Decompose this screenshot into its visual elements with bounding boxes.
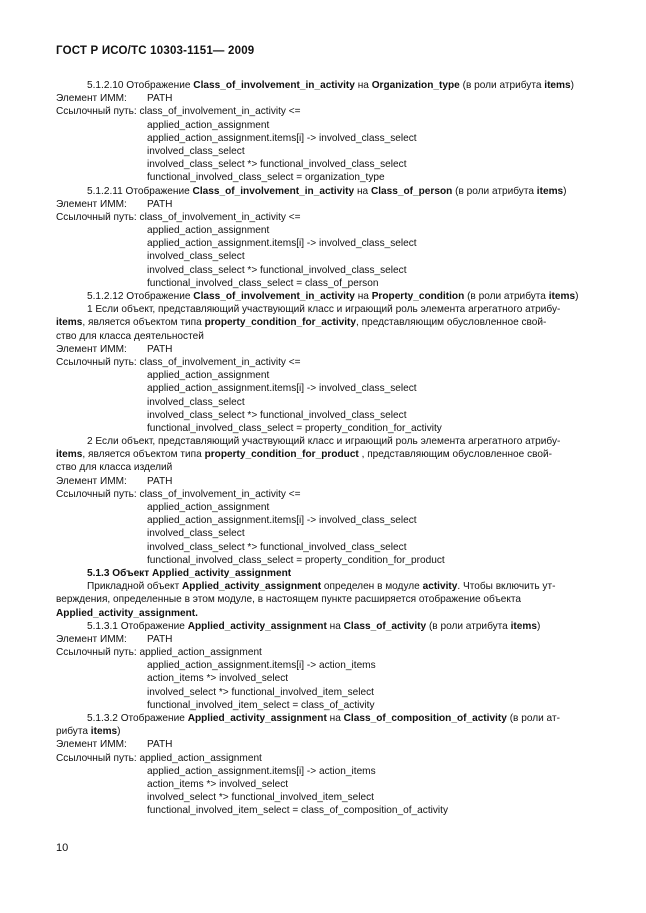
paragraph-line: Applied_activity_assignment. (56, 607, 198, 619)
element-row: Элемент ИММ: PATH (56, 93, 173, 105)
path-line: involved_class_select *> functional_involved_class_select (147, 264, 407, 276)
path-line: applied_action_assignment (147, 225, 270, 237)
section-heading: 5.1.3.1 Отображение Applied_activity_assignment на Class_of_activity (в роли атрибута items) (87, 620, 541, 632)
ref-path-row: Ссылочный путь: class_of_involvement_in_activity <= (56, 211, 301, 223)
document-header: ГОСТ Р ИСО/ТС 10303-1151— 2009 (56, 45, 255, 57)
section-heading: 5.1.2.11 Отображение Class_of_involvement_in_activity на Class_of_person (в роли атрибута items) (87, 185, 567, 197)
path-line: applied_action_assignment.items[i] -> action_items (147, 765, 376, 777)
path-line: applied_action_assignment (147, 370, 270, 382)
section-heading-cont: рибута items) (56, 726, 121, 738)
case-text: 2 Если объект, представляющий участвующий класс и играющий роль элемента агрегатного атрибу- (87, 436, 561, 448)
element-row: Элемент ИММ: PATH (56, 475, 173, 487)
section-heading: 5.1.3.2 Отображение Applied_activity_assignment на Class_of_composition_of_activity (в роли ат- (87, 713, 560, 724)
path-line: applied_action_assignment.items[i] -> involved_class_select (147, 238, 417, 250)
paragraph-line: верждения, определенные в этом модуле, в настоящем пункте расширяется отображение объекта (56, 594, 522, 606)
case-text: items, является объектом типа property_condition_for_product , представляющим обусловленное свой- (56, 449, 552, 461)
section-heading: 5.1.2.12 Отображение Class_of_involvement_in_activity на Property_condition (в роли атрибута items) (87, 291, 579, 302)
path-line: action_items *> involved_select (147, 673, 289, 685)
path-line: involved_select *> functional_involved_item_select (147, 792, 374, 804)
path-line: involved_class_select (147, 145, 245, 157)
path-line: involved_class_select (147, 396, 245, 408)
case-text: 1 Если объект, представляющий участвующий класс и играющий роль элемента агрегатного атрибу- (87, 304, 561, 316)
path-line: applied_action_assignment.items[i] -> action_items (147, 660, 376, 672)
element-row: Элемент ИММ: PATH (56, 198, 173, 210)
path-line: involved_select *> functional_involved_item_select (147, 686, 374, 698)
document-body (56, 79, 592, 818)
path-line: functional_involved_class_select = class_of_person (147, 277, 379, 289)
path-line: involved_class_select *> functional_involved_class_select (147, 541, 407, 553)
ref-path-row: Ссылочный путь: class_of_involvement_in_activity <= (56, 488, 301, 500)
path-line: functional_involved_class_select = property_condition_for_product (147, 554, 445, 566)
page-number: 10 (56, 842, 69, 854)
case-text: ство для класса изделий (56, 462, 173, 474)
path-line: applied_action_assignment.items[i] -> involved_class_select (147, 132, 417, 144)
case-text: items, является объектом типа property_condition_for_activity, представляющим обусловленное свой- (56, 317, 547, 329)
element-row: Элемент ИММ: PATH (56, 633, 173, 645)
path-line: functional_involved_class_select = organization_type (147, 172, 385, 184)
path-line: action_items *> involved_select (147, 778, 289, 790)
path-line: applied_action_assignment (147, 119, 270, 131)
path-line: functional_involved_item_select = class_of_composition_of_activity (147, 805, 449, 817)
section-heading: 5.1.2.10 Отображение Class_of_involvement_in_activity на Organization_type (в роли атрибута items) (87, 80, 575, 91)
path-line: involved_class_select *> functional_involved_class_select (147, 159, 407, 171)
path-line: involved_class_select (147, 251, 245, 263)
path-line: applied_action_assignment.items[i] -> involved_class_select (147, 515, 417, 527)
ref-path-row: Ссылочный путь: class_of_involvement_in_activity <= (56, 356, 301, 368)
case-text: ство для класса деятельностей (56, 330, 204, 342)
ref-path-row: Ссылочный путь: applied_action_assignment (56, 647, 262, 659)
element-row: Элемент ИММ: PATH (56, 739, 173, 751)
element-row: Элемент ИММ: PATH (56, 343, 173, 355)
ref-path-row: Ссылочный путь: applied_action_assignment (56, 752, 262, 764)
path-line: functional_involved_item_select = class_of_activity (147, 699, 375, 711)
path-line: involved_class_select *> functional_involved_class_select (147, 409, 407, 421)
path-line: functional_involved_class_select = property_condition_for_activity (147, 422, 442, 434)
path-line: applied_action_assignment.items[i] -> involved_class_select (147, 383, 417, 395)
subsection-heading: 5.1.3 Объект Applied_activity_assignment (87, 567, 292, 579)
path-line: applied_action_assignment (147, 502, 270, 513)
path-line: involved_class_select (147, 528, 245, 540)
ref-path-row: Ссылочный путь: class_of_involvement_in_activity <= (56, 106, 301, 118)
paragraph-line: Прикладной объект Applied_activity_assignment определен в модуле activity. Чтобы включить ут- (87, 581, 556, 593)
